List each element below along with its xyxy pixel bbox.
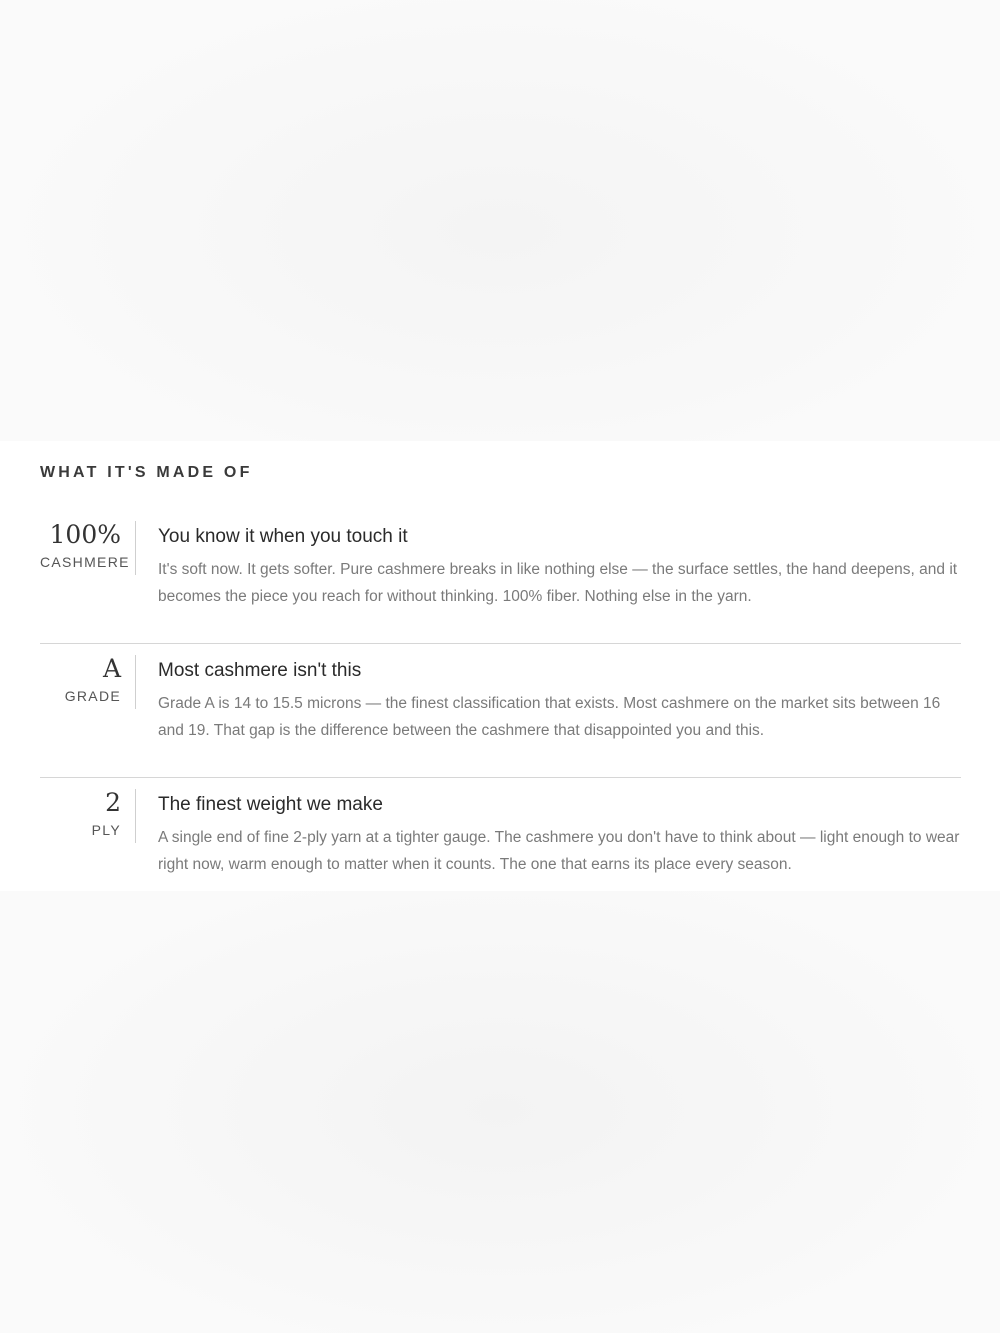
spec-unit: CASHMERE: [40, 554, 130, 570]
spec-row-grade: [40, 644, 961, 778]
spec-description: A single end of fine 2-ply yarn at a tighter gauge. The cashmere you don't have to think about — light enough to wear right now, warm enough to matter when it counts. The one that earns its place every season.: [158, 829, 960, 873]
spec-row-cashmere: [40, 510, 961, 644]
spec-text: [158, 658, 960, 744]
spec-value: A: [102, 654, 121, 683]
section-eyebrow: WHAT IT'S MADE OF: [40, 464, 253, 481]
spec-stat: [40, 654, 121, 705]
spec-list: [40, 510, 961, 911]
spec-description: Grade A is 14 to 15.5 microns — the finest classification that exists. Most cashmere on the market sits between 16 and 19. That gap is the difference between the cashmere that disappointed you and this.: [158, 695, 941, 739]
spec-unit: PLY: [91, 822, 121, 838]
spec-text: [158, 524, 960, 610]
spec-value: 100%: [49, 520, 121, 549]
vertical-divider: [135, 789, 136, 843]
spec-description: It's soft now. It gets softer. Pure cashmere breaks in like nothing else — the surface settles, the hand deepens, and it becomes the piece you reach for without thinking. 100% fiber. Nothing else in the yarn.: [158, 561, 958, 605]
spec-value: 2: [105, 788, 121, 817]
spec-stat: [40, 520, 130, 571]
spec-heading: The finest weight we make: [158, 794, 383, 815]
spec-unit: GRADE: [64, 688, 121, 704]
spec-text: [158, 792, 960, 878]
vertical-divider: [135, 521, 136, 575]
spec-row-ply: [40, 778, 961, 911]
spec-heading: Most cashmere isn't this: [158, 660, 362, 681]
spec-stat: [40, 788, 121, 839]
spec-heading: You know it when you touch it: [158, 526, 408, 547]
vertical-divider: [135, 655, 136, 709]
